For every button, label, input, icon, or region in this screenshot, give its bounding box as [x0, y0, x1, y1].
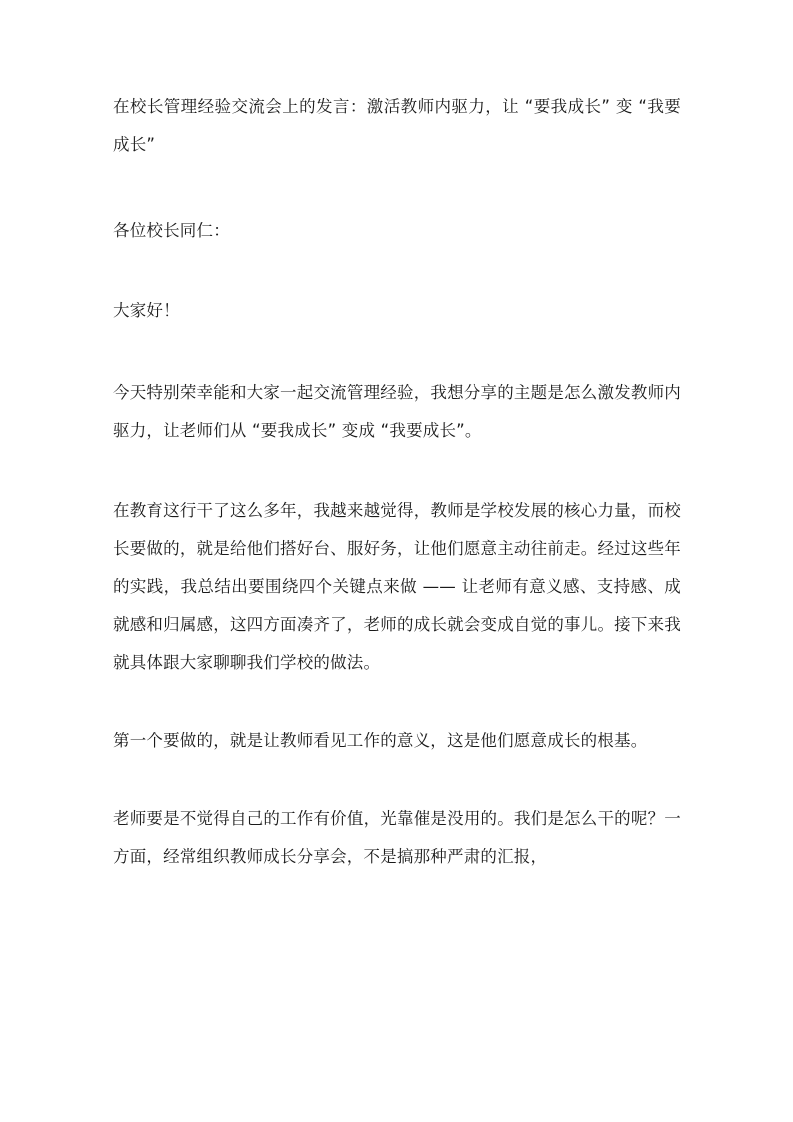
salutation-paragraph: 各位校长同仁： — [113, 221, 230, 240]
document-body — [113, 88, 681, 904]
body-paragraph-1: 在教育这行干了这么多年，我越来越觉得，教师是学校发展的核心力量，而校长要做的，就是给他们搭好台、服好务，让他们愿意主动往前走。经过这些年的实践，我总结出要围绕四个关键点来做 —— 让老师有意义感、支持感、成就感和归属感，这四方面凑齐了，老师的成长就会变成自觉的事儿。接下来我就具体跟大家聊聊我们学校的做法。 — [113, 501, 681, 672]
body-paragraph-2: 第一个要做的，就是让教师看见工作的意义，这是他们愿意成长的根基。 — [113, 731, 648, 750]
body-paragraph-3: 老师要是不觉得自己的工作有价值，光靠催是没用的。我们是怎么干的呢？一方面，经常组织教师成长分享会，不是搞那种严肃的汇报， — [113, 809, 681, 866]
document-title: 在校长管理经验交流会上的发言：激活教师内驱力，让 “要我成长” 变 “我要成长” — [113, 97, 681, 154]
intro-paragraph: 今天特别荣幸能和大家一起交流管理经验，我想分享的主题是怎么激发教师内驱力，让老师们从 “要我成长” 变成 “我要成长”。 — [113, 383, 681, 440]
greeting-paragraph: 大家好！ — [113, 301, 180, 320]
